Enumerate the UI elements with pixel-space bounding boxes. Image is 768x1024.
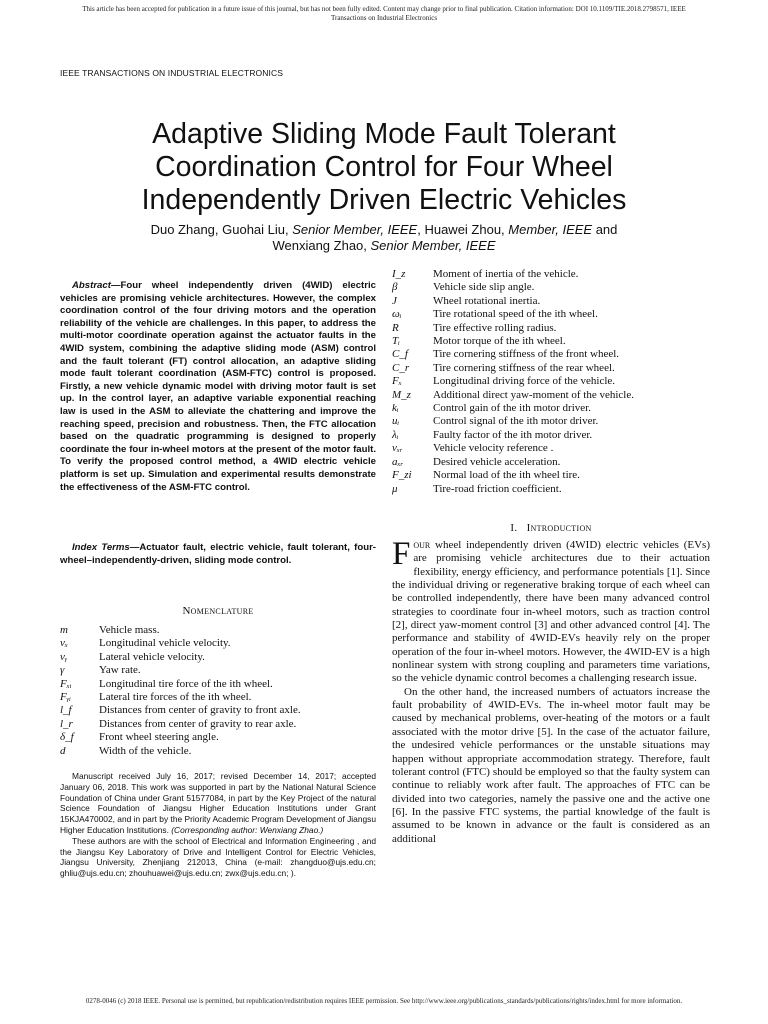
nomenclature-symbol: C_r: [392, 361, 410, 374]
nomenclature-symbol: vᵧ: [60, 650, 68, 663]
nomenclature-symbol: kᵢ: [392, 402, 399, 415]
author-names: , Huawei Zhou,: [417, 222, 509, 237]
journal-name: IEEE TRANSACTIONS ON INDUSTRIAL ELECTRONICS: [60, 68, 283, 78]
nomenclature-definition: Longitudinal driving force of the vehicle.: [433, 375, 616, 388]
nomenclature-symbol: δ_f: [60, 731, 74, 744]
author-role: Member, IEEE: [508, 222, 593, 237]
nomenclature-entry: [60, 637, 301, 650]
nomenclature-entry: [60, 664, 301, 677]
footnote-funding: Manuscript received July 16, 2017; revised December 14, 2017; accepted January 06, 2018. This work was supported in part by the National Natural Science Foundation of China under Grant 51577084, in part by the Key Project of the natural Science Foundation of Jiangsu Higher Education Institutions under Grant 15KJA470002, and in part by the Priority Academic Program Development of Jiangsu Higher Education Institutions. (Corresponding author: Wenxiang Zhao.): [60, 771, 376, 835]
title-line: Coordination Control for Four Wheel: [155, 151, 613, 183]
nomenclature-definition: Lateral vehicle velocity.: [99, 650, 205, 663]
paper-title: [90, 118, 678, 217]
nomenclature-definition: Tire-road friction coefficient.: [433, 482, 562, 495]
nomenclature-definition: Vehicle mass.: [99, 624, 160, 636]
nomenclature-entry: [60, 704, 301, 717]
title-line: Independently Driven Electric Vehicles: [141, 184, 627, 216]
title-line: Adaptive Sliding Mode Fault Tolerant: [152, 118, 616, 150]
drop-cap: F: [392, 536, 411, 572]
notice-line-1: This article has been accepted for publication in a future issue of this journal, but has not been fully edited. Content may change prior to final publication. Citation information: DOI 10.1109/TIE.2018.2798571, IEEE: [82, 5, 686, 13]
nomenclature-definition: Normal load of the ith wheel tire.: [433, 469, 580, 482]
author-role: Senior Member, IEEE: [370, 238, 496, 253]
nomenclature-definition: Yaw rate.: [99, 664, 141, 677]
nomenclature-entry: [392, 295, 634, 308]
nomenclature-entry: [60, 691, 301, 704]
nomenclature-entry: [392, 402, 634, 415]
nomenclature-entry: [392, 375, 634, 388]
nomenclature-symbol: M_z: [392, 388, 411, 401]
nomenclature-symbol: ωᵢ: [392, 308, 402, 321]
nomenclature-entry: [392, 335, 634, 348]
nomenclature-symbol: l_f: [60, 704, 72, 717]
nomenclature-definition: Longitudinal tire force of the ith wheel.: [99, 677, 273, 690]
nomenclature-symbol: Fₓ: [392, 375, 402, 388]
nomenclature-symbol: vₓᵣ: [392, 442, 403, 455]
nomenclature-symbol: d: [60, 744, 66, 757]
author-role: Senior Member, IEEE: [292, 222, 418, 237]
author-list: [90, 222, 678, 254]
nomenclature-entry: [392, 483, 634, 496]
index-terms-text: —Actuator fault, electric vehicle, fault tolerant, four-wheel–independently-driven, sliding mode control.: [60, 542, 377, 566]
nomenclature-definition: Control gain of the ith motor driver.: [433, 402, 591, 415]
nomenclature-entry: [392, 322, 634, 335]
abstract-label: Abstract: [72, 280, 111, 291]
nomenclature-symbol: m: [60, 624, 68, 636]
nomenclature-definition: Tire cornering stiffness of the front wheel.: [433, 348, 620, 361]
notice-line-2: Transactions on Industrial Electronics: [330, 14, 438, 22]
nomenclature-definition: Front wheel steering angle.: [99, 731, 219, 744]
nomenclature-entry: [392, 456, 634, 469]
nomenclature-definition: Wheel rotational inertia.: [433, 294, 541, 307]
nomenclature-symbol: J: [392, 294, 397, 307]
index-terms-label: Index Terms: [72, 542, 130, 553]
nomenclature-definition: Tire effective rolling radius.: [433, 321, 557, 334]
nomenclature-definition: Motor torque of the ith wheel.: [433, 335, 566, 348]
author-names: Wenxiang Zhao,: [272, 238, 371, 253]
nomenclature-definition: Lateral tire forces of the ith wheel.: [99, 691, 252, 704]
nomenclature-definition: Width of the vehicle.: [99, 744, 192, 757]
nomenclature-symbol: R: [392, 321, 399, 334]
nomenclature-entry: [392, 362, 634, 375]
nomenclature-entry: [392, 348, 634, 361]
nomenclature-definition: Faulty factor of the ith motor driver.: [433, 428, 593, 441]
nomenclature-entry: [60, 745, 301, 758]
lead-word: our: [413, 539, 431, 551]
nomenclature-definition: Distances from center of gravity to rear axle.: [99, 717, 297, 730]
introduction-body: [392, 536, 710, 846]
introduction-heading: I. Introduction: [510, 522, 592, 534]
nomenclature-symbol: C_f: [392, 348, 408, 361]
abstract: [60, 280, 376, 494]
nomenclature-symbol: Tᵢ: [392, 335, 400, 348]
nomenclature-symbol: β: [392, 281, 398, 294]
author-names: and: [592, 222, 618, 237]
copyright-notice: 0278-0046 (c) 2018 IEEE. Personal use is permitted, but republication/redistribution requires IEEE permission. See http://www.ieee.org/publications_standards/publications/rights/index.html for more information.: [85, 997, 683, 1005]
nomenclature-entry: [392, 429, 634, 442]
nomenclature-symbol: μ: [392, 482, 398, 495]
nomenclature-entry: [392, 281, 634, 294]
nomenclature-definition: Moment of inertia of the vehicle.: [433, 268, 579, 280]
footnote-affiliation: These authors are with the school of Electrical and Information Engineering , and the Jiangsu Key Laboratory of Drive and Intelligent Control for Electric Vehicles, Jiangsu University, Zhenjiang 212013, China (e-mail: zhangduo@ujs.edu.cn; ghliu@ujs.edu.cn; zhouhuawei@ujs.edu.cn; zwx@ujs.edu.cn; ).: [60, 835, 376, 879]
nomenclature-entry: [60, 678, 301, 691]
nomenclature-definition: Additional direct yaw-moment of the vehicle.: [433, 388, 634, 401]
nomenclature-entry: [60, 624, 301, 637]
nomenclature-definition: Desired vehicle acceleration.: [433, 455, 561, 468]
nomenclature-entry: [60, 651, 301, 664]
nomenclature-definition: Control signal of the ith motor driver.: [433, 415, 599, 428]
nomenclature-symbol: vₓ: [60, 637, 69, 650]
nomenclature-entry: [60, 731, 301, 744]
author-line-2: [90, 238, 678, 254]
corresponding-author: (Corresponding author: Wenxiang Zhao.): [171, 824, 324, 835]
nomenclature-symbol: Fₓᵢ: [60, 677, 72, 690]
author-names: Duo Zhang, Guohai Liu,: [150, 222, 293, 237]
nomenclature-definition: Tire rotational speed of the ith wheel.: [433, 308, 598, 321]
nomenclature-symbol: aₓᵣ: [392, 455, 404, 468]
author-line-1: [90, 222, 678, 238]
nomenclature-entry: [392, 268, 634, 281]
nomenclature-list-right: [392, 268, 634, 496]
nomenclature-entry: [392, 469, 634, 482]
nomenclature-definition: Tire cornering stiffness of the rear wheel.: [433, 361, 615, 374]
nomenclature-symbol: F_zi: [392, 469, 412, 482]
nomenclature-symbol: Fᵧᵢ: [60, 691, 71, 704]
abstract-text: —Four wheel independently driven (4WID) electric vehicles are promising vehicle architectures. However, the complex coordination control of the four driving motors and the operation reliability of the vehicle are challenges. In this paper, to address the multi-motor coordinate operation against the actuator faults in the 4WID system, combining the adaptive sliding mode (ASM) control and the fault tolerant (FT) control allocation, an adaptive sliding mode fault tolerant coordination (ASM-FTC) control is proposed. Firstly, a new vehicle dynamic model with driving motor fault is set up. In the control layer, an adaptive variable exponential reaching law is used in the ASM to alleviate the chattering and improve the reaching speed, precision and robustness. Then, the FTC allocation based on the quadratic programming is designed to properly coordinate the four in-wheel motors at the present of the motor fault. To verify the proposed control method, a 4WID electric vehicle platform is set up. Simulation and experimental results demonstrate the effectiveness of the ASM-FTC control.: [60, 280, 376, 493]
nomenclature-definition: Longitudinal vehicle velocity.: [99, 637, 231, 650]
nomenclature-symbol: uᵢ: [392, 415, 400, 428]
acceptance-notice: [0, 5, 768, 23]
nomenclature-entry: [392, 442, 634, 455]
nomenclature-heading: Nomenclature: [182, 605, 254, 617]
nomenclature-definition: Distances from center of gravity to front axle.: [99, 704, 301, 717]
nomenclature-entry: [392, 389, 634, 402]
nomenclature-symbol: γ: [60, 664, 65, 677]
intro-paragraph-1: Four wheel independently driven (4WID) electric vehicles (EVs) are promising vehicle architectures due to their actuation flexibility, energy efficiency, and performance potentials [1]. Since the individual driving or regenerative braking torque of each wheel can be controlled independently, there have been many advanced control strategies to coordinate four in-wheel motors, such as traction control [2], direct yaw-moment control [3] and other advanced control [4]. The performance and stability of 4WID-EVs heavily rely on the proper operation of the four in-wheel motors. However, the 4WID-EV is a high nonlinear system with strong coupling and parameters time variations, so the vehicle dynamic control becomes a challenging research issue.: [392, 536, 710, 685]
index-terms: [60, 542, 376, 567]
intro-paragraph-2: On the other hand, the increased numbers of actuators increase the fault probability of 4WID-EVs. The in-wheel motor fault may be caused by mechanical problems, over-heating of the motors or a fault associated with the motor drive [5]. In the case of the actuator failure, the undesired vehicle performances or the unstable situations may happen without appropriate accommodation strategy. Therefore, fault tolerant control (FTC) should be employed so that the faulty system can continue to reliably work after fault. The approaches of FTC can be divided into two categories, namely the passive one and the active one [6]. In the passive FTC systems, the partial knowledge of the fault is assumed to be known in advance or the fault is considered as an additional: [392, 685, 710, 845]
footnote: [60, 771, 376, 879]
nomenclature-symbol: l_r: [60, 717, 73, 730]
nomenclature-symbol: I_z: [392, 268, 406, 280]
nomenclature-list-left: [60, 624, 301, 758]
nomenclature-entry: [392, 308, 634, 321]
nomenclature-entry: [60, 718, 301, 731]
nomenclature-entry: [392, 415, 634, 428]
nomenclature-symbol: λᵢ: [392, 428, 399, 441]
nomenclature-definition: Vehicle side slip angle.: [433, 281, 535, 294]
nomenclature-definition: Vehicle velocity reference .: [433, 442, 554, 455]
